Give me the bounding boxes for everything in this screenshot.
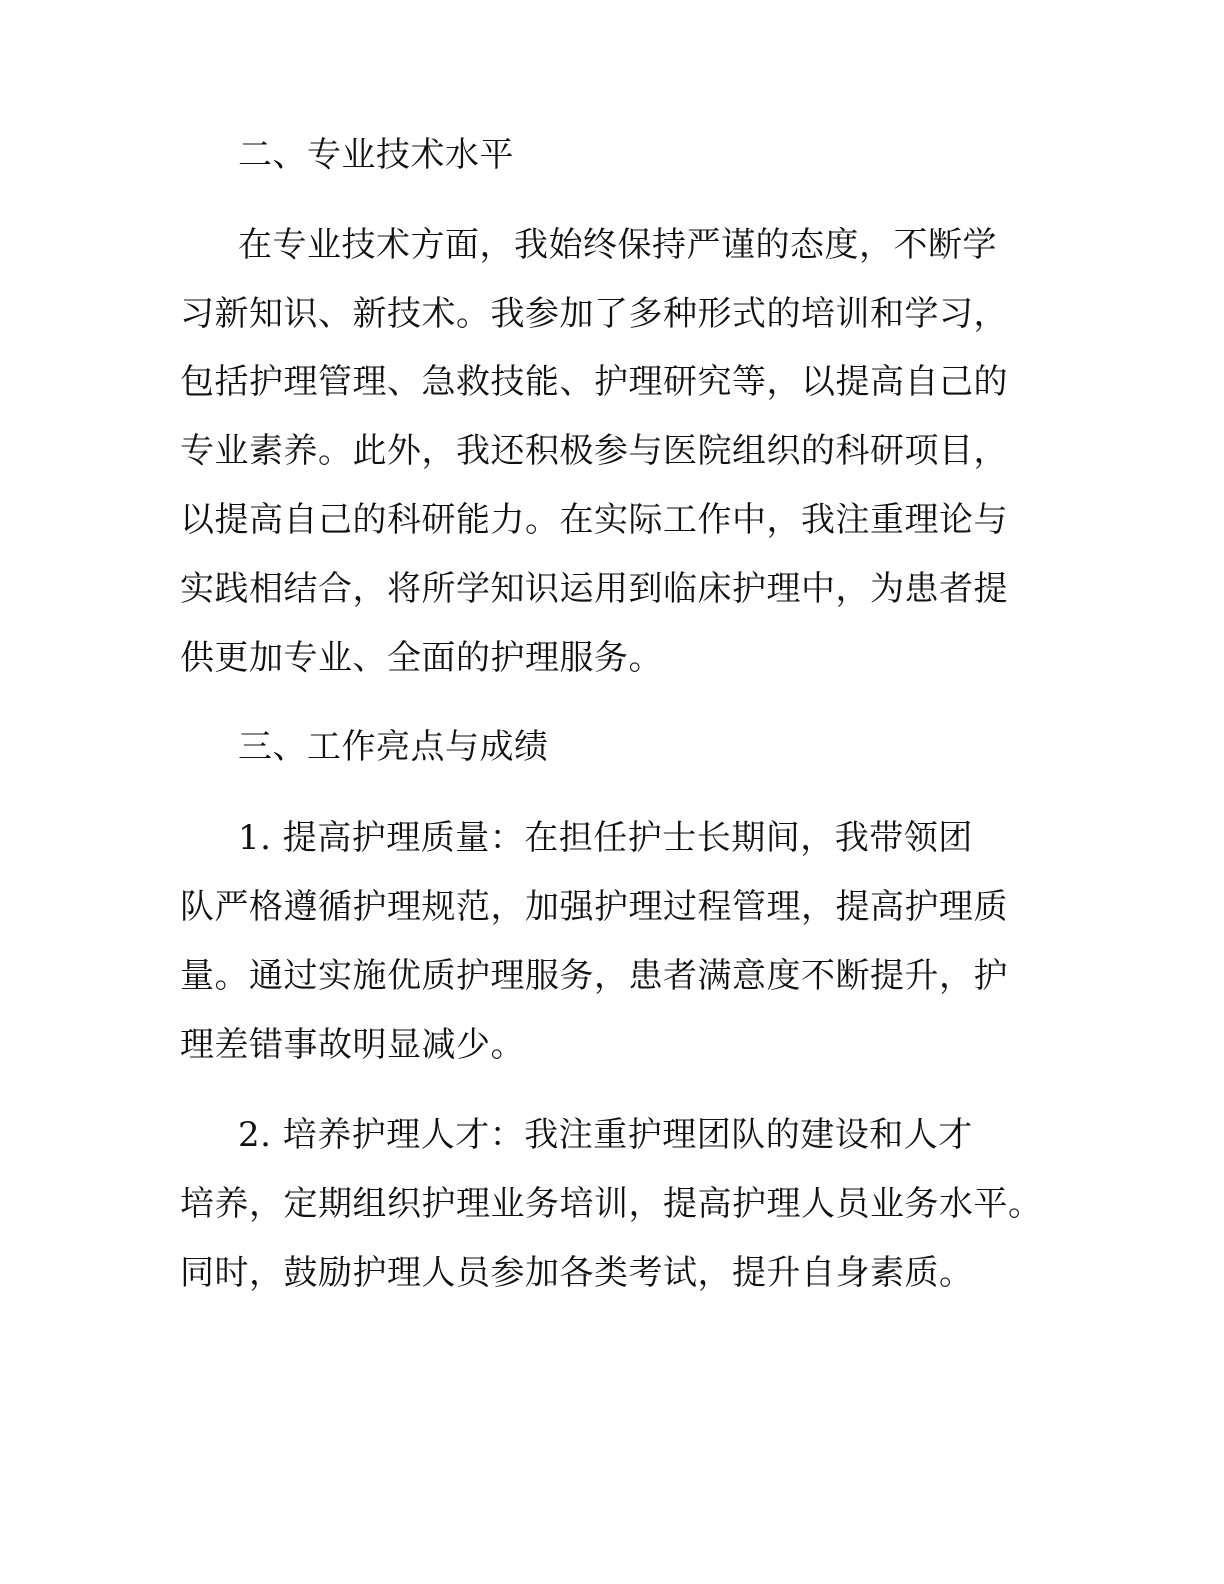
paragraph-line: 专业素养。此外，我还积极参与医院组织的科研项目， [180, 431, 1008, 471]
list-item-line: 队严格遵循护理规范，加强护理过程管理，提高护理质 [180, 887, 1008, 927]
list-item-line: 同时，鼓励护理人员参加各类考试，提升自身素质。 [180, 1253, 974, 1293]
paragraph-line: 以提高自己的科研能力。在实际工作中，我注重理论与 [180, 500, 1008, 540]
paragraph-line: 实践相结合，将所学知识运用到临床护理中，为患者提 [180, 569, 1008, 609]
paragraph-line: 供更加专业、全面的护理服务。 [180, 638, 663, 678]
paragraph-line: 在专业技术方面，我始终保持严谨的态度，不断学 [238, 225, 997, 265]
list-item-line: 1. 提高护理质量：在担任护士长期间，我带领团 [238, 818, 973, 858]
list-item-line: 理差错事故明显减少。 [180, 1025, 525, 1065]
list-item-line: 2. 培养护理人才：我注重护理团队的建设和人才 [238, 1115, 973, 1155]
paragraph-line: 包括护理管理、急救技能、护理研究等，以提高自己的 [180, 362, 1008, 402]
paragraph-line: 习新知识、新技术。我参加了多种形式的培训和学习， [180, 294, 1008, 334]
section-heading: 二、专业技术水平 [238, 135, 514, 175]
section-heading: 三、工作亮点与成绩 [238, 727, 549, 767]
list-item-line: 培养，定期组织护理业务培训，提高护理人员业务水平。 [180, 1184, 1043, 1224]
list-item-line: 量。通过实施优质护理服务，患者满意度不断提升，护 [180, 956, 1008, 996]
